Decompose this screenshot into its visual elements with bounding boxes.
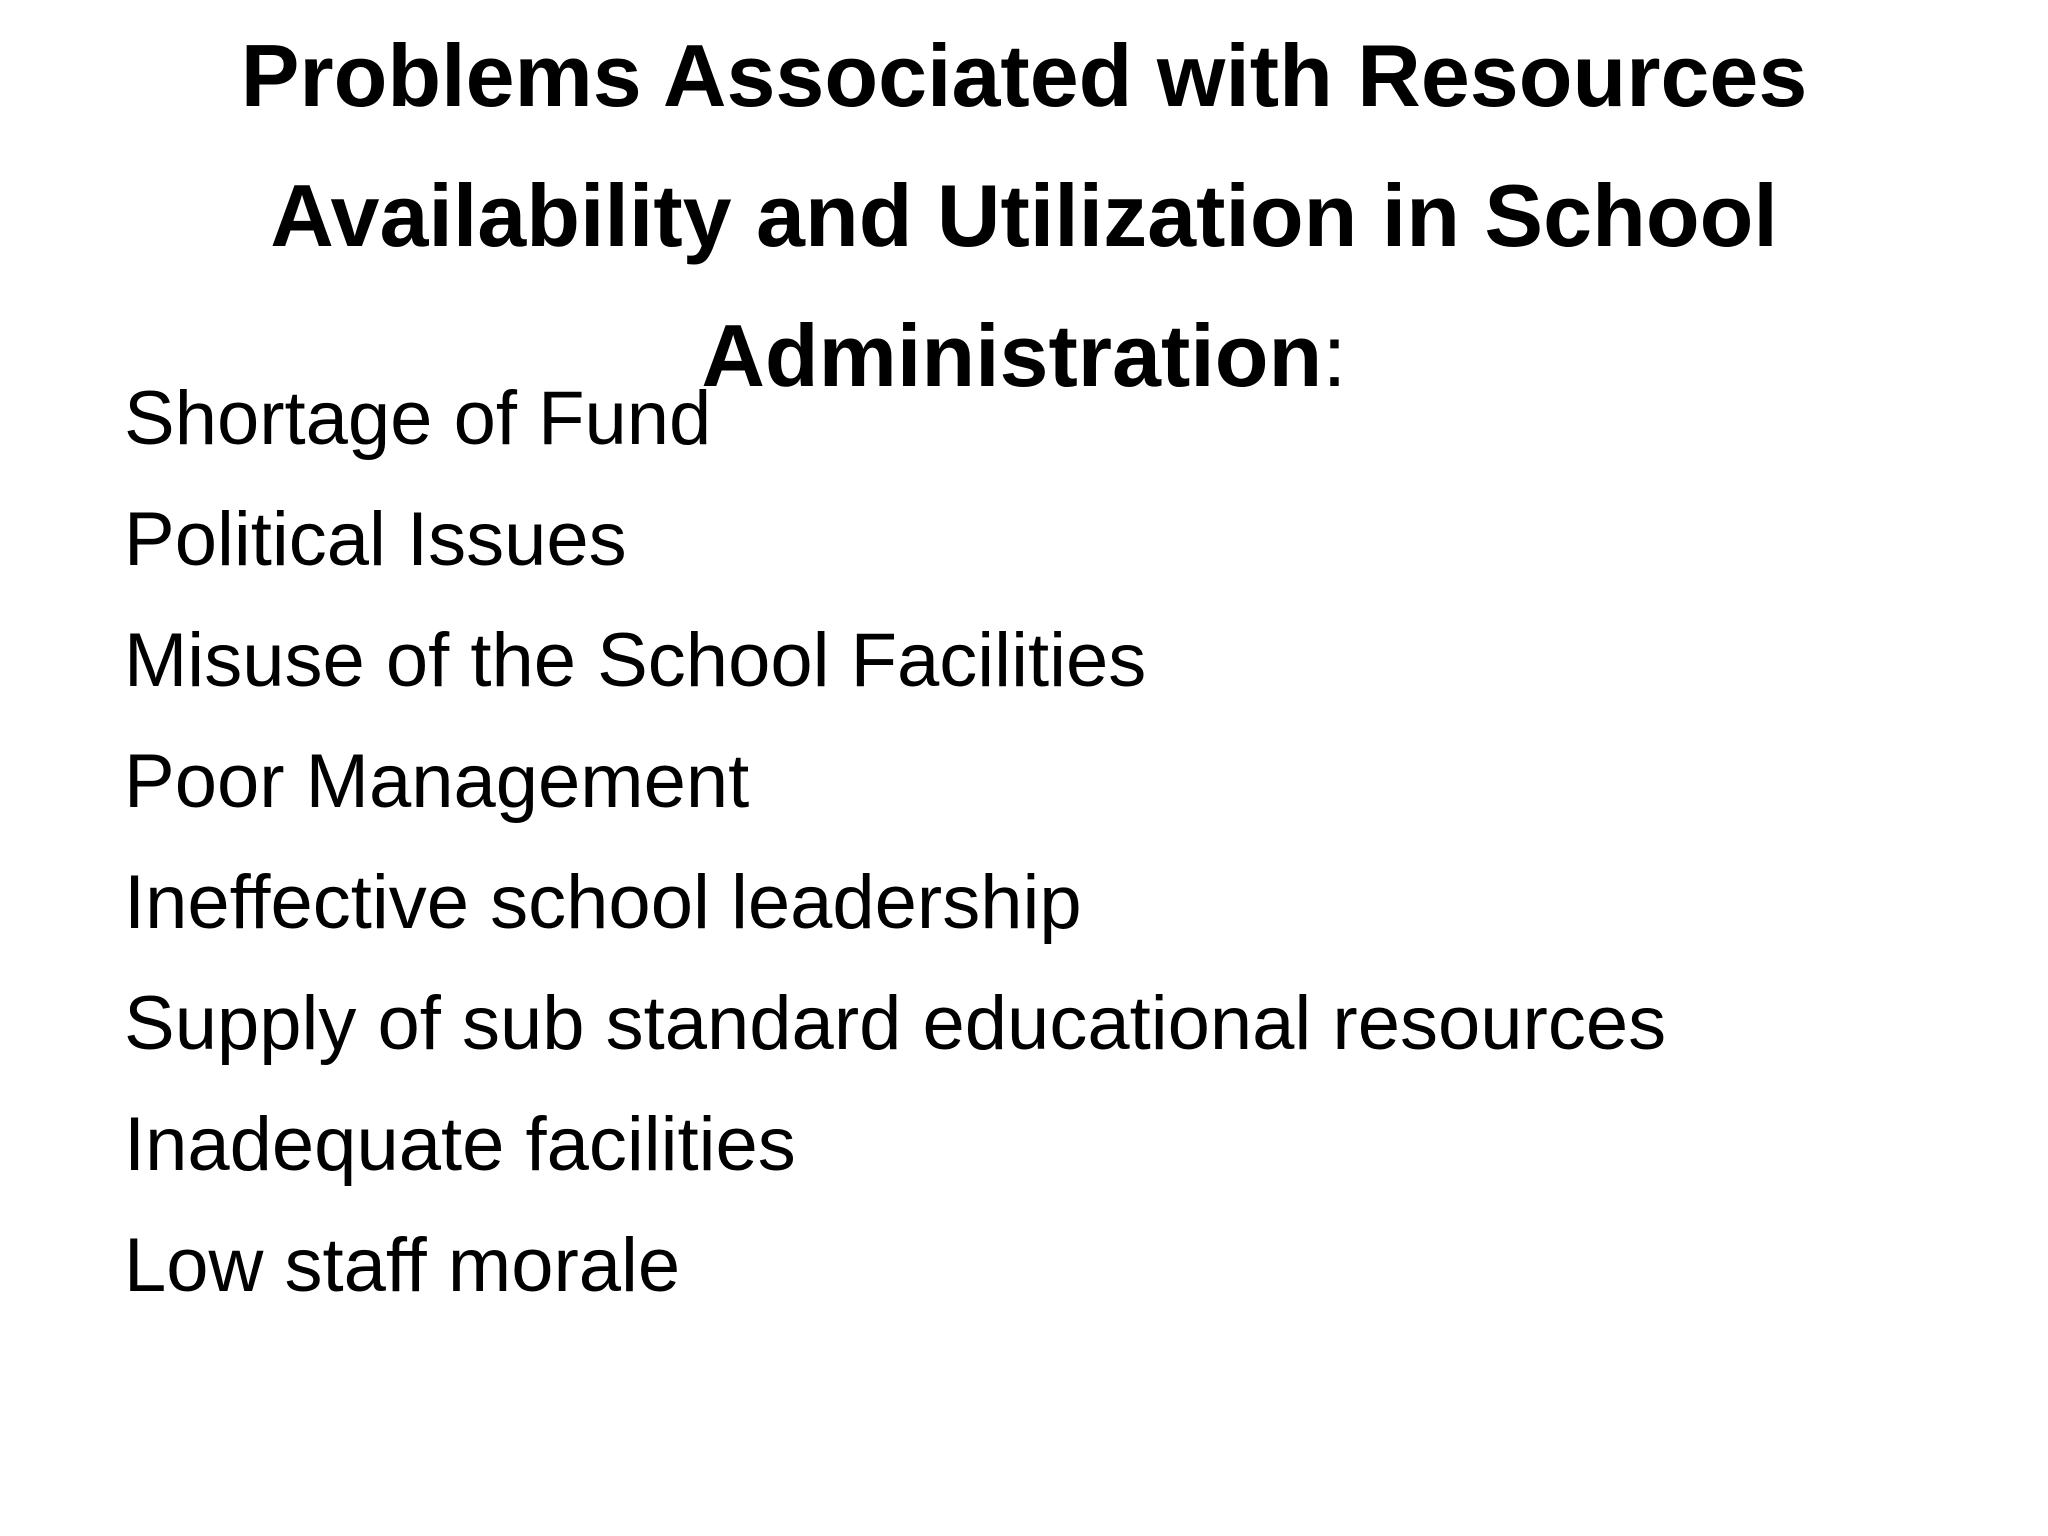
problem-list — [124, 358, 1666, 1326]
list-item: Inadequate facilities — [124, 1102, 796, 1187]
list-item: Ineffective school leadership — [124, 860, 1082, 945]
list-item: Political Issues — [124, 497, 627, 582]
list-item: Supply of sub standard educational resources — [124, 981, 1667, 1066]
list-item: Shortage of Fund — [124, 376, 712, 461]
slide-title-colon: : — [1322, 306, 1347, 405]
slide-title-text: Problems Associated with Resources Availability and Utilization in School Administration — [240, 26, 1808, 405]
list-item: Misuse of the School Facilities — [124, 618, 1147, 703]
list-item: Low staff morale — [124, 1223, 681, 1308]
list-item: Poor Management — [124, 739, 750, 824]
